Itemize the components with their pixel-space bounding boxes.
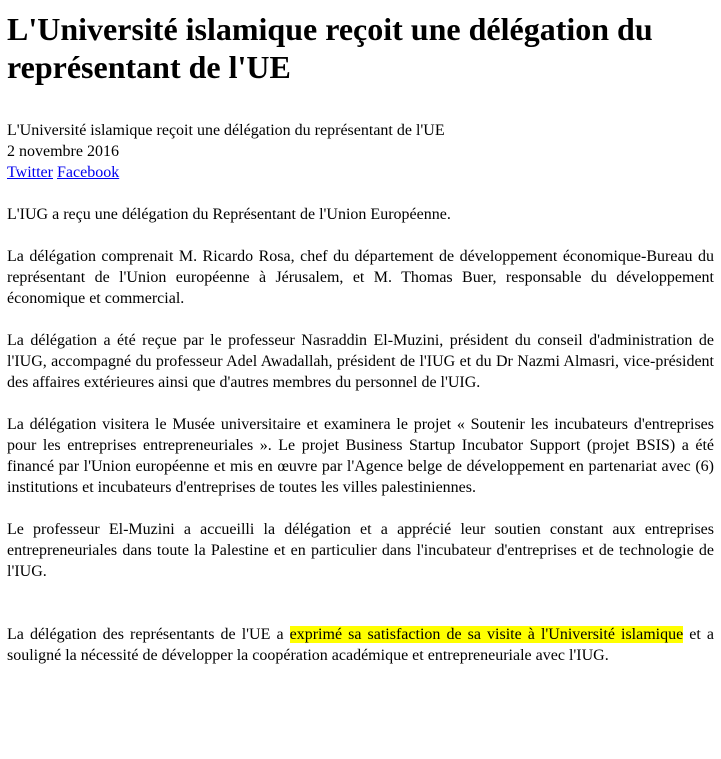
paragraph-6-end: et a souligné la nécessité de développer la coopération académique et entrepreneuriale avec l'IUG. bbox=[7, 626, 715, 664]
article bbox=[0, 10, 721, 666]
article-subtitle: L'Université islamique reçoit une délégation du représentant de l'UE bbox=[7, 122, 445, 139]
highlighted-text: exprimé sa satisfaction de sa visite à l'Université islamique bbox=[289, 626, 684, 643]
twitter-link[interactable]: Twitter bbox=[7, 164, 53, 181]
paragraph-6 bbox=[7, 624, 714, 666]
share-links bbox=[7, 162, 714, 183]
paragraph-5: Le professeur El-Muzini a accueilli la délégation et a apprécié leur soutien constant aux entreprises entrepreneuriales dans toute la Palestine et en particulier dans l'incubateur d'entreprises et de technologie de l'IUG. bbox=[7, 521, 714, 580]
article-date: 2 novembre 2016 bbox=[7, 143, 119, 160]
article-meta bbox=[7, 120, 714, 183]
paragraph-3: La délégation a été reçue par le professeur Nasraddin El-Muzini, président du conseil d'administration de l'IUG, accompagné du professeur Adel Awadallah, président de l'IUG et du Dr Nazmi Almasri, vice-président des affaires extérieures ainsi que d'autres membres du personnel de l'UIG. bbox=[7, 332, 714, 391]
facebook-link[interactable]: Facebook bbox=[56, 164, 120, 181]
paragraph-6-start: La délégation des représentants de l'UE a bbox=[7, 626, 290, 643]
paragraph-1: L'IUG a reçu une délégation du Représentant de l'Union Européenne. bbox=[7, 206, 451, 223]
article-title: L'Université islamique reçoit une délégation du représentant de l'UE bbox=[7, 11, 653, 85]
paragraph-2: La délégation comprenait M. Ricardo Rosa, chef du département de développement économique-Bureau du représentant de l'Union européenne à Jérusalem, et M. Thomas Buer, responsable du développement économique et commercial. bbox=[7, 248, 714, 307]
paragraph-4: La délégation visitera le Musée universitaire et examinera le projet « Soutenir les incubateurs d'entreprises pour les entreprises entrepreneuriales ». Le projet Business Startup Incubator Support (projet BSIS) a été financé par l'Union européenne et mis en œuvre par l'Agence belge de développement en partenariat avec (6) institutions et incubateurs d'entreprises de toutes les villes palestiniennes. bbox=[7, 416, 714, 496]
